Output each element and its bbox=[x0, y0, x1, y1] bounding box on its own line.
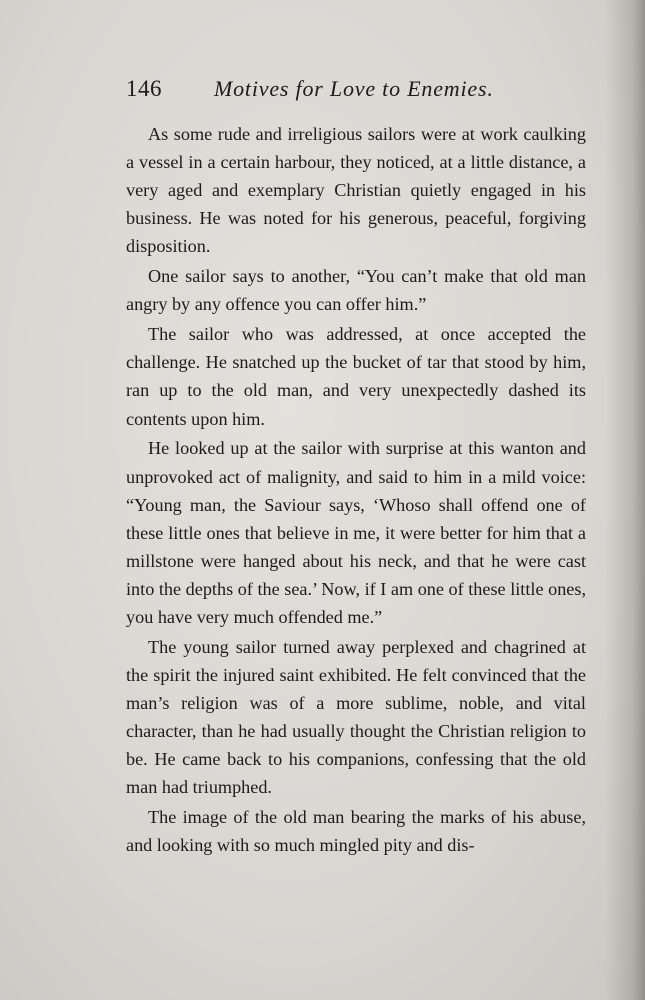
paragraph-2: One sailor says to another, “You can’t make that old man angry by any offence you can offer him.” bbox=[126, 266, 586, 315]
page-edge-shadow bbox=[605, 0, 645, 1000]
paragraph-1: As some rude and irreligious sailors were at work caulking a vessel in a certain harbour, they noticed, at a little distance, a very aged and exemplary Christian quietly engaged in his business. He was noted for his generous, peaceful, forgiving disposition. bbox=[126, 124, 586, 257]
paragraph-5: The young sailor turned away perplexed and chagrined at the spirit the injured saint exhibited. He felt convinced that the man’s religion was of a more sublime, noble, and vital character, than he had usually thought the Christian religion to be. He came back to his companions, confessing that the old man had triumphed. bbox=[126, 636, 586, 798]
running-title: Motives for Love to Enemies. bbox=[214, 76, 494, 101]
paragraph-6: The image of the old man bearing the marks of his abuse, and looking with so much mingled pity and dis- bbox=[126, 807, 586, 856]
paragraph-3: The sailor who was addressed, at once accepted the challenge. He snatched up the bucket of tar that stood by him, ran up to the old man, and very unexpectedly dashed its contents upon him. bbox=[126, 324, 586, 429]
page-number: 146 bbox=[126, 76, 162, 101]
body-text bbox=[126, 120, 586, 859]
running-header bbox=[126, 76, 506, 106]
paragraph-4: He looked up at the sailor with surprise at this wanton and unprovoked act of malignity, and said to him in a mild voice: “Young man, the Saviour says, ‘Whoso shall offend one of these little ones that believe in me, it were better for him that a millstone were hanged about his neck, and that he were cast into the depths of the sea.’ Now, if I am one of these little ones, you have very much offended me.” bbox=[126, 438, 586, 627]
